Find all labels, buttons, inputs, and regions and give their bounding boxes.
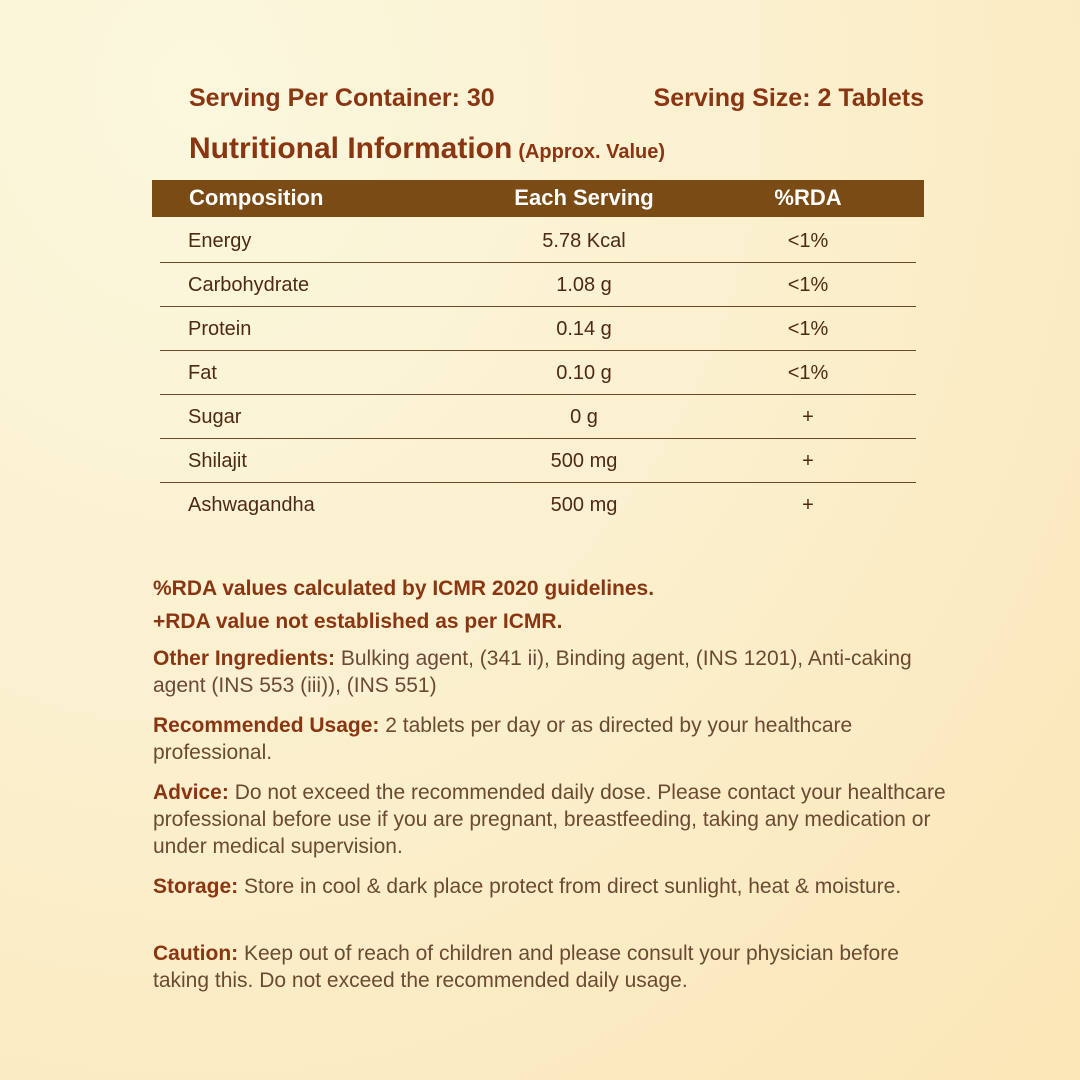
section-text: Keep out of reach of children and please consult your physician before taking this. Do not exceed the recommended daily usage. — [153, 942, 899, 992]
table-row — [160, 351, 916, 395]
page-title — [189, 132, 665, 166]
header-rda: %RDA — [774, 185, 842, 210]
row-name: Ashwagandha — [188, 494, 315, 516]
rda-note: +RDA value not established as per ICMR. — [153, 610, 563, 633]
title-sub: (Approx. Value) — [518, 141, 666, 163]
section-label: Recommended Usage: — [153, 714, 380, 737]
row-value: 500 mg — [550, 450, 618, 472]
section-text: Store in cool & dark place protect from direct sunlight, heat & moisture. — [238, 875, 902, 898]
row-name: Protein — [188, 318, 252, 340]
section-label: Other Ingredients: — [153, 647, 336, 670]
table-row — [160, 307, 916, 351]
table-header — [152, 180, 924, 217]
table-row — [160, 219, 916, 263]
title-main: Nutritional Information — [189, 132, 513, 165]
table-row — [160, 263, 916, 307]
table-row — [160, 483, 916, 526]
row-name: Sugar — [188, 406, 242, 428]
row-name: Energy — [188, 230, 252, 252]
section-label: Caution: — [153, 942, 239, 965]
row-value: 5.78 Kcal — [542, 230, 626, 252]
row-rda: <1% — [787, 362, 829, 384]
row-name: Carbohydrate — [188, 274, 310, 296]
row-rda: + — [802, 450, 814, 472]
row-name: Fat — [188, 362, 217, 384]
rda-notes — [153, 572, 953, 638]
header-each-serving: Each Serving — [514, 185, 654, 210]
row-name: Shilajit — [188, 450, 247, 472]
table-row — [160, 439, 916, 483]
header-composition: Composition — [189, 185, 324, 210]
rda-note: %RDA values calculated by ICMR 2020 guidelines. — [153, 577, 655, 600]
section-label: Storage: — [153, 875, 239, 898]
row-value: 1.08 g — [556, 274, 612, 296]
row-rda: + — [802, 406, 814, 428]
serving-size: Serving Size: 2 Tablets — [653, 84, 924, 112]
row-value: 0.14 g — [556, 318, 612, 340]
section-label: Advice: — [153, 781, 229, 804]
row-value: 500 mg — [550, 494, 618, 516]
row-value: 0.10 g — [556, 362, 612, 384]
advice — [153, 779, 953, 860]
table-row — [160, 395, 916, 439]
nutrition-table — [160, 219, 916, 526]
recommended-usage — [153, 712, 953, 766]
caution — [153, 940, 953, 994]
storage — [153, 873, 953, 900]
row-rda: <1% — [787, 274, 829, 296]
serving-per-container: Serving Per Container: 30 — [189, 84, 495, 112]
section-text: Do not exceed the recommended daily dose. Please contact your healthcare professional before use if you are pregnant, breastfeeding, taking any medication or under medical supervision. — [153, 781, 946, 858]
row-rda: <1% — [787, 230, 829, 252]
row-value: 0 g — [570, 406, 598, 428]
section-text: Bulking agent, (341 ii), Binding agent, (INS 1201), Anti-caking agent (INS 553 (iii)), (INS 551) — [153, 647, 912, 697]
row-rda: + — [802, 494, 814, 516]
other-ingredients — [153, 645, 953, 699]
row-rda: <1% — [787, 318, 829, 340]
section-text: 2 tablets per day or as directed by your healthcare professional. — [153, 714, 853, 764]
